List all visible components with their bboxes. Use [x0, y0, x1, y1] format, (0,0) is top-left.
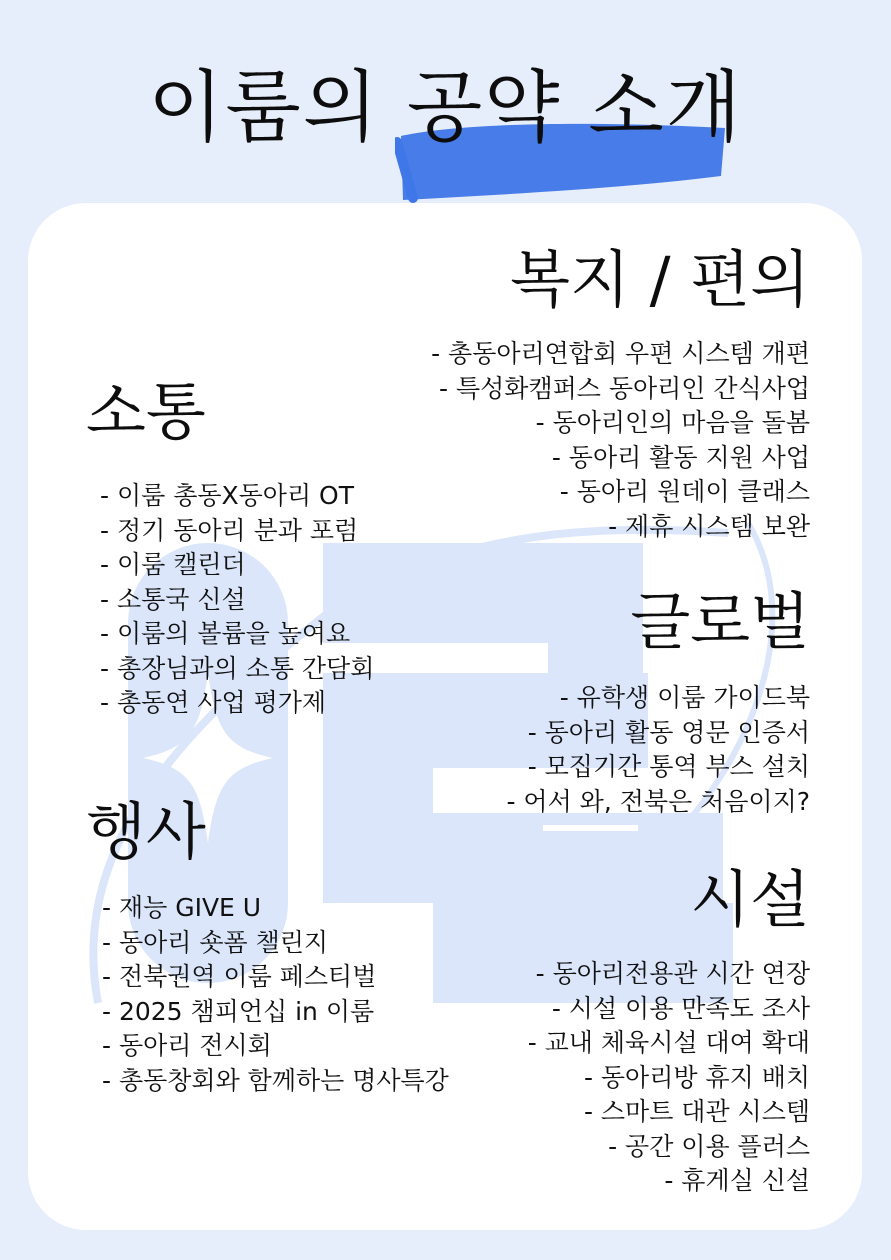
list-item: - 이룸의 볼륨을 높여요: [100, 619, 351, 648]
section-facilities: [410, 863, 810, 1199]
section-heading-events: 행사: [86, 795, 206, 868]
list-item: - 동아리 원데이 클래스: [559, 477, 810, 506]
list-item: - 총동아리연합회 우편 시스템 개편: [431, 339, 810, 368]
list-item: - 동아리 전시회: [102, 1031, 272, 1060]
list-item: - 제휴 시스템 보완: [608, 511, 810, 541]
list-item: - 모집기간 통역 부스 설치: [527, 752, 810, 781]
list-item: - 총동창회와 함께하는 명사특강: [102, 1065, 449, 1095]
list-item: - 동아리 활동 지원 사업: [551, 442, 810, 472]
list-item: - 시설 이용 만족도 조사: [551, 993, 810, 1023]
list-item: - 전북권역 이룸 페스티벌: [102, 962, 377, 991]
list-item: - 유학생 이룸 가이드북: [559, 683, 810, 712]
communication-list: [100, 479, 446, 721]
title-area: [0, 40, 891, 180]
list-item: - 동아리전용관 시간 연장: [535, 959, 810, 988]
list-item: - 특성화캠퍼스 동아리인 간식사업: [439, 373, 810, 403]
list-item: - 어서 와, 전북은 처음이지?: [506, 786, 810, 816]
list-item: - 총장님과의 소통 간담회: [100, 653, 375, 683]
list-item: - 이룸 총동X동아리 OT: [100, 481, 354, 510]
pledge-card: [28, 203, 862, 1230]
facilities-list: [410, 957, 810, 1199]
list-item: - 교내 체육시설 대여 확대: [527, 1028, 810, 1057]
list-item: - 공간 이용 플러스: [608, 1131, 810, 1161]
list-item: - 동아리인의 마음을 돌봄: [535, 408, 810, 437]
list-item: - 총동연 사업 평가제: [100, 688, 327, 717]
list-item: - 동아리방 휴지 배치: [583, 1062, 810, 1092]
section-global: [410, 585, 810, 819]
list-item: - 정기 동아리 분과 포럼: [100, 515, 359, 545]
list-item: - 동아리 활동 영문 인증서: [527, 717, 810, 747]
list-item: - 휴게실 신설: [664, 1166, 810, 1195]
section-heading-facilities: 시설: [690, 863, 810, 936]
section-heading-global: 글로벌: [630, 585, 810, 658]
list-item: - 2025 챔피언십 in 이룸: [102, 996, 375, 1026]
section-heading-communication: 소통: [86, 375, 206, 448]
page-title: 이룸의 공약 소개: [147, 63, 744, 153]
list-item: - 이룸 캘린더: [100, 550, 246, 579]
list-item: - 스마트 대관 시스템: [583, 1097, 810, 1126]
section-communication: [86, 375, 446, 721]
list-item: - 재능 GIVE U: [102, 893, 262, 922]
list-item: - 소통국 신설: [100, 584, 246, 614]
list-item: - 동아리 숏폼 챌린지: [102, 927, 329, 957]
section-heading-welfare: 복지 / 편의: [510, 243, 810, 316]
